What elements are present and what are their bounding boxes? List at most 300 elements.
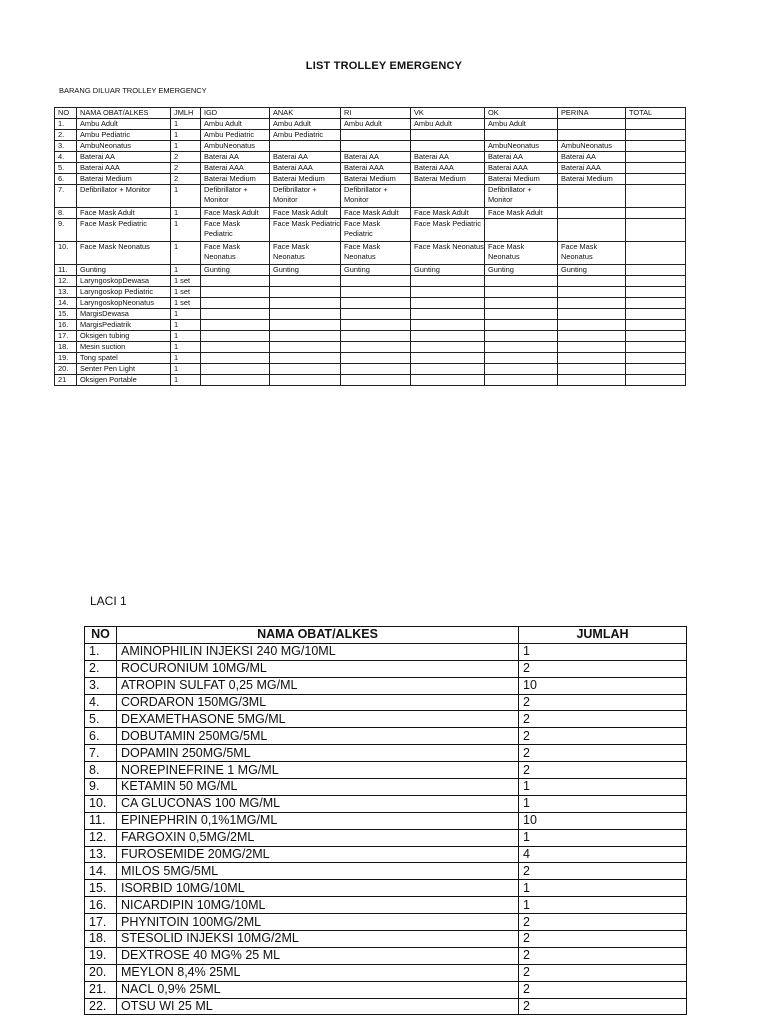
table-cell: Gunting xyxy=(558,265,626,276)
table-cell: 2 xyxy=(171,152,201,163)
table-cell xyxy=(411,141,485,152)
table-cell: NOREPINEFRINE 1 MG/ML xyxy=(117,762,519,779)
header-cell: IGD xyxy=(201,108,270,119)
table-cell: 1 xyxy=(171,219,201,242)
table-row xyxy=(55,208,686,219)
table-cell: 1. xyxy=(85,643,117,660)
table-cell: Ambu Adult xyxy=(77,119,171,130)
table-cell xyxy=(485,130,558,141)
table-cell: 20. xyxy=(85,964,117,981)
table-cell xyxy=(270,353,341,364)
table-cell xyxy=(626,265,686,276)
table-cell: 4. xyxy=(85,694,117,711)
table-cell: STESOLID INJEKSI 10MG/2ML xyxy=(117,931,519,948)
table-cell xyxy=(270,342,341,353)
table-cell: 13. xyxy=(85,846,117,863)
table-cell: Face Mask Neonatus xyxy=(485,242,558,265)
table-cell xyxy=(411,331,485,342)
table-cell: Gunting xyxy=(201,265,270,276)
table-cell: Ambu Adult xyxy=(411,119,485,130)
table-cell: 4. xyxy=(55,152,77,163)
table-row xyxy=(85,981,687,998)
table-cell: DOPAMIN 250MG/5ML xyxy=(117,745,519,762)
table-row xyxy=(55,298,686,309)
table-cell: 1 set xyxy=(171,298,201,309)
table-cell: 2 xyxy=(519,964,687,981)
table-cell: 1 xyxy=(171,309,201,320)
table-row xyxy=(55,174,686,185)
table-cell xyxy=(485,287,558,298)
table-cell: Face Mask Adult xyxy=(77,208,171,219)
table-cell: 13. xyxy=(55,287,77,298)
table-cell: Face Mask Adult xyxy=(341,208,411,219)
table-cell xyxy=(201,331,270,342)
table-cell: Baterai AAA xyxy=(77,163,171,174)
table-cell: 1 set xyxy=(171,276,201,287)
table-cell: AMINOPHILIN INJEKSI 240 MG/10ML xyxy=(117,643,519,660)
table-cell: 15. xyxy=(55,309,77,320)
table-cell xyxy=(411,342,485,353)
table-cell xyxy=(411,130,485,141)
header-cell: RI xyxy=(341,108,411,119)
table-cell xyxy=(201,298,270,309)
table-cell: 5. xyxy=(85,711,117,728)
table-cell: 15. xyxy=(85,880,117,897)
table-cell: 1 xyxy=(519,795,687,812)
table-cell xyxy=(626,298,686,309)
table-cell: 21. xyxy=(85,981,117,998)
table-cell xyxy=(558,208,626,219)
table-cell xyxy=(558,276,626,287)
table-cell xyxy=(270,141,341,152)
table-header-row xyxy=(85,627,687,644)
table-cell: Face Mask Pediatric xyxy=(411,219,485,242)
table-cell xyxy=(201,353,270,364)
table-cell xyxy=(626,185,686,208)
table-cell: Defibrillator + Monitor xyxy=(77,185,171,208)
table-row xyxy=(55,219,686,242)
table-cell: 3. xyxy=(55,141,77,152)
table-cell: 1 xyxy=(171,119,201,130)
table-cell: FARGOXIN 0,5MG/2ML xyxy=(117,829,519,846)
table-row xyxy=(85,660,687,677)
table-cell xyxy=(626,152,686,163)
table-cell: 12. xyxy=(55,276,77,287)
header-cell: VK xyxy=(411,108,485,119)
table-cell: Ambu Pediatric xyxy=(270,130,341,141)
table-cell xyxy=(558,185,626,208)
table-cell: 2. xyxy=(55,130,77,141)
table-cell xyxy=(626,141,686,152)
table-row xyxy=(55,287,686,298)
table-cell: 10 xyxy=(519,677,687,694)
table-cell: 14. xyxy=(55,298,77,309)
table-cell xyxy=(270,364,341,375)
table-cell xyxy=(558,364,626,375)
table-cell: Face Mask Neonatus xyxy=(558,242,626,265)
table-cell xyxy=(558,320,626,331)
table-cell: 2 xyxy=(519,660,687,677)
table-cell: Baterai Medium xyxy=(558,174,626,185)
table-cell: Mesin suction xyxy=(77,342,171,353)
table-cell: Face Mask Neonatus xyxy=(411,242,485,265)
header-cell: NAMA OBAT/ALKES xyxy=(117,627,519,644)
table-cell xyxy=(411,375,485,386)
table-cell: Face Mask Neonatus xyxy=(270,242,341,265)
table-cell xyxy=(411,320,485,331)
table-cell xyxy=(341,298,411,309)
table-cell xyxy=(341,287,411,298)
table-row xyxy=(55,130,686,141)
table-row xyxy=(85,795,687,812)
table-cell: FUROSEMIDE 20MG/2ML xyxy=(117,846,519,863)
table-cell xyxy=(341,331,411,342)
table-cell: 22. xyxy=(85,998,117,1015)
table-cell: 16. xyxy=(85,897,117,914)
table-cell: 2 xyxy=(519,694,687,711)
table-cell xyxy=(558,298,626,309)
table-row xyxy=(55,375,686,386)
table-cell: 6. xyxy=(55,174,77,185)
table-cell xyxy=(626,309,686,320)
table-cell: Face Mask Adult xyxy=(485,208,558,219)
table-cell: Baterai AA xyxy=(411,152,485,163)
table-cell: 2 xyxy=(519,728,687,745)
table-cell: AmbuNeonatus xyxy=(485,141,558,152)
table-cell: Ambu Pediatric xyxy=(77,130,171,141)
table-cell: Ambu Pediatric xyxy=(201,130,270,141)
table-cell xyxy=(626,219,686,242)
table-row xyxy=(55,331,686,342)
table-cell xyxy=(626,163,686,174)
table-cell: PHYNITOIN 100MG/2ML xyxy=(117,914,519,931)
table-cell: Face Mask Pediatric xyxy=(201,219,270,242)
table-cell: 2 xyxy=(171,174,201,185)
table-cell xyxy=(411,353,485,364)
table-cell: CORDARON 150MG/3ML xyxy=(117,694,519,711)
table-cell xyxy=(270,375,341,386)
table-row xyxy=(55,276,686,287)
table-cell: 1 xyxy=(171,342,201,353)
table-cell: 1 xyxy=(519,779,687,796)
table-row xyxy=(55,119,686,130)
table-cell: 18. xyxy=(55,342,77,353)
table-cell xyxy=(411,364,485,375)
drawer-1-table xyxy=(84,626,687,1015)
table-row xyxy=(85,998,687,1015)
table-cell: 7. xyxy=(55,185,77,208)
table-cell: Ambu Adult xyxy=(341,119,411,130)
table-cell xyxy=(558,353,626,364)
table-row xyxy=(55,185,686,208)
header-cell: NO xyxy=(55,108,77,119)
table-cell xyxy=(558,130,626,141)
table-cell: 1 xyxy=(171,208,201,219)
table-cell xyxy=(411,185,485,208)
table-cell: Face Mask Neonatus xyxy=(77,242,171,265)
table-cell: Oksigen tubing xyxy=(77,331,171,342)
table-cell: ATROPIN SULFAT 0,25 MG/ML xyxy=(117,677,519,694)
table-cell xyxy=(270,298,341,309)
table-cell: 1 xyxy=(171,364,201,375)
table-cell: 1 set xyxy=(171,287,201,298)
table-cell xyxy=(201,309,270,320)
table-cell xyxy=(626,353,686,364)
table-cell: Baterai AA xyxy=(270,152,341,163)
table-cell: AmbuNeonatus xyxy=(201,141,270,152)
table-cell: MEYLON 8,4% 25ML xyxy=(117,964,519,981)
table-cell xyxy=(626,174,686,185)
table-cell: Face Mask Pediatric xyxy=(341,219,411,242)
table-cell: Face Mask Adult xyxy=(411,208,485,219)
document-title: LIST TROLLEY EMERGENCY xyxy=(305,60,463,72)
table-cell: 18. xyxy=(85,931,117,948)
table-cell: LaryngoskopNeonatus xyxy=(77,298,171,309)
table-cell xyxy=(626,287,686,298)
table-cell: Face Mask Adult xyxy=(201,208,270,219)
table-cell: 16. xyxy=(55,320,77,331)
table-row xyxy=(85,812,687,829)
table-cell xyxy=(558,375,626,386)
table-cell: Tong spatel xyxy=(77,353,171,364)
table-cell: Baterai Medium xyxy=(270,174,341,185)
table-cell xyxy=(485,353,558,364)
table-cell: 1 xyxy=(171,375,201,386)
table-row xyxy=(85,931,687,948)
table-cell: AmbuNeonatus xyxy=(558,141,626,152)
table-cell: 1 xyxy=(171,331,201,342)
table-cell: Baterai Medium xyxy=(201,174,270,185)
table-row xyxy=(55,364,686,375)
table-cell: 17. xyxy=(85,914,117,931)
table-cell xyxy=(341,276,411,287)
table-cell xyxy=(626,320,686,331)
table-cell: 1 xyxy=(171,185,201,208)
table-cell: 6. xyxy=(85,728,117,745)
table-cell xyxy=(270,287,341,298)
table-cell: 1 xyxy=(171,320,201,331)
table-cell: MargisDewasa xyxy=(77,309,171,320)
table-cell: Baterai Medium xyxy=(341,174,411,185)
table-cell: 2 xyxy=(519,931,687,948)
table-cell: 11. xyxy=(55,265,77,276)
table-cell: Gunting xyxy=(485,265,558,276)
table-cell: 1 xyxy=(519,897,687,914)
table-cell: 20. xyxy=(55,364,77,375)
table-row xyxy=(85,694,687,711)
header-cell: TOTAL xyxy=(626,108,686,119)
table-cell: Gunting xyxy=(411,265,485,276)
table-cell: Baterai AAA xyxy=(270,163,341,174)
table-cell xyxy=(201,342,270,353)
table-row xyxy=(85,914,687,931)
table-cell xyxy=(558,119,626,130)
table-row xyxy=(55,242,686,265)
table-cell: Face Mask Pediatric xyxy=(77,219,171,242)
table-cell: Baterai Medium xyxy=(411,174,485,185)
table-cell xyxy=(558,331,626,342)
table-cell xyxy=(411,276,485,287)
table-cell xyxy=(341,353,411,364)
table-cell: 10. xyxy=(55,242,77,265)
table-row xyxy=(85,779,687,796)
table-cell: Baterai AA xyxy=(485,152,558,163)
table-cell xyxy=(626,242,686,265)
table-cell: 2 xyxy=(519,745,687,762)
table-cell: 3. xyxy=(85,677,117,694)
table-cell: Defibrillator + Monitor xyxy=(485,185,558,208)
table-cell: Defibrillator + Monitor xyxy=(341,185,411,208)
header-cell: NO xyxy=(85,627,117,644)
table-cell xyxy=(485,298,558,309)
table-header-row xyxy=(55,108,686,119)
table-cell xyxy=(485,320,558,331)
table-cell: NACL 0,9% 25ML xyxy=(117,981,519,998)
table-cell xyxy=(201,276,270,287)
table-cell: Baterai AA xyxy=(201,152,270,163)
table-cell: DOBUTAMIN 250MG/5ML xyxy=(117,728,519,745)
header-cell: OK xyxy=(485,108,558,119)
table-cell xyxy=(341,130,411,141)
table-cell: 1 xyxy=(171,141,201,152)
table-row xyxy=(55,163,686,174)
table-cell xyxy=(341,141,411,152)
table-row xyxy=(55,353,686,364)
table-row xyxy=(85,677,687,694)
table-row xyxy=(85,829,687,846)
table-cell xyxy=(626,119,686,130)
table-cell: 1 xyxy=(171,353,201,364)
table-row xyxy=(55,152,686,163)
table-row xyxy=(55,309,686,320)
table-row xyxy=(85,745,687,762)
table-cell: 9. xyxy=(55,219,77,242)
table-cell: MargisPediatrik xyxy=(77,320,171,331)
table-cell: Baterai Medium xyxy=(485,174,558,185)
table-cell: Gunting xyxy=(270,265,341,276)
header-cell: JUMLAH xyxy=(519,627,687,644)
table-cell: Senter Pen Light xyxy=(77,364,171,375)
table-cell: 1. xyxy=(55,119,77,130)
table-cell: 8. xyxy=(85,762,117,779)
table-cell xyxy=(270,309,341,320)
table-cell: Baterai Medium xyxy=(77,174,171,185)
table-cell: 2 xyxy=(519,863,687,880)
table-row xyxy=(85,880,687,897)
trolley-list-table xyxy=(54,107,686,386)
table-cell xyxy=(558,287,626,298)
table-row xyxy=(85,643,687,660)
table-cell: 2 xyxy=(171,163,201,174)
table-cell: Face Mask Neonatus xyxy=(341,242,411,265)
table-cell: Baterai AA xyxy=(558,152,626,163)
table-cell: Baterai AAA xyxy=(558,163,626,174)
table-cell: 2 xyxy=(519,981,687,998)
table-cell: Defibrillator + Monitor xyxy=(270,185,341,208)
table-cell: Baterai AAA xyxy=(485,163,558,174)
table-cell: Laryngoskop Pediatric xyxy=(77,287,171,298)
table-cell: Ambu Adult xyxy=(201,119,270,130)
table-cell: Baterai AA xyxy=(77,152,171,163)
table-cell: LaryngoskopDewasa xyxy=(77,276,171,287)
table-cell: ISORBID 10MG/10ML xyxy=(117,880,519,897)
table-cell: 1 xyxy=(519,829,687,846)
table-cell: 2 xyxy=(519,762,687,779)
table-cell: 12. xyxy=(85,829,117,846)
table-cell: Gunting xyxy=(77,265,171,276)
table-cell xyxy=(626,331,686,342)
table-cell: Face Mask Adult xyxy=(270,208,341,219)
table-cell: 7. xyxy=(85,745,117,762)
table-row xyxy=(85,711,687,728)
table-cell xyxy=(411,309,485,320)
table-cell xyxy=(201,375,270,386)
table-cell: 2 xyxy=(519,998,687,1015)
table-cell xyxy=(485,309,558,320)
table-cell: CA GLUCONAS 100 MG/ML xyxy=(117,795,519,812)
table-cell xyxy=(341,320,411,331)
table-cell: 2 xyxy=(519,947,687,964)
table-cell: 1 xyxy=(171,242,201,265)
table-cell: 14. xyxy=(85,863,117,880)
table-cell: EPINEPHRIN 0,1%1MG/ML xyxy=(117,812,519,829)
table-row xyxy=(85,964,687,981)
table-row xyxy=(55,320,686,331)
table-row xyxy=(55,342,686,353)
table-cell: Baterai AAA xyxy=(411,163,485,174)
table-cell: 8. xyxy=(55,208,77,219)
table-cell: Baterai AA xyxy=(341,152,411,163)
table-cell: 1 xyxy=(171,265,201,276)
header-cell: NAMA OBAT/ALKES xyxy=(77,108,171,119)
table-cell xyxy=(201,320,270,331)
table-cell: Baterai AAA xyxy=(201,163,270,174)
table-cell: AmbuNeonatus xyxy=(77,141,171,152)
table-cell: MILOS 5MG/5ML xyxy=(117,863,519,880)
table-cell: 9. xyxy=(85,779,117,796)
table-cell: 1 xyxy=(171,130,201,141)
table-cell: 21 xyxy=(55,375,77,386)
table-cell xyxy=(270,276,341,287)
table-cell: DEXTROSE 40 MG% 25 ML xyxy=(117,947,519,964)
table-cell xyxy=(341,309,411,320)
table-cell: 19. xyxy=(55,353,77,364)
table-row xyxy=(85,846,687,863)
table-cell xyxy=(626,375,686,386)
header-cell: PERINA xyxy=(558,108,626,119)
table-cell: 2 xyxy=(519,711,687,728)
table-cell xyxy=(485,342,558,353)
section-subtitle: BARANG DILUAR TROLLEY EMERGENCY xyxy=(59,86,207,95)
table-cell xyxy=(558,309,626,320)
table-cell: 1 xyxy=(519,880,687,897)
table-row xyxy=(85,863,687,880)
table-cell xyxy=(411,287,485,298)
table-cell: 2 xyxy=(519,914,687,931)
table-row xyxy=(55,141,686,152)
table-cell xyxy=(270,331,341,342)
table-cell xyxy=(558,342,626,353)
table-cell: Gunting xyxy=(341,265,411,276)
table-cell xyxy=(626,130,686,141)
table-cell: ROCURONIUM 10MG/ML xyxy=(117,660,519,677)
table-cell: Ambu Adult xyxy=(485,119,558,130)
table-cell: OTSU WI 25 ML xyxy=(117,998,519,1015)
table-row xyxy=(85,762,687,779)
table-cell: Face Mask Pediatric xyxy=(270,219,341,242)
drawer-label: LACI 1 xyxy=(90,594,127,608)
table-cell xyxy=(626,208,686,219)
